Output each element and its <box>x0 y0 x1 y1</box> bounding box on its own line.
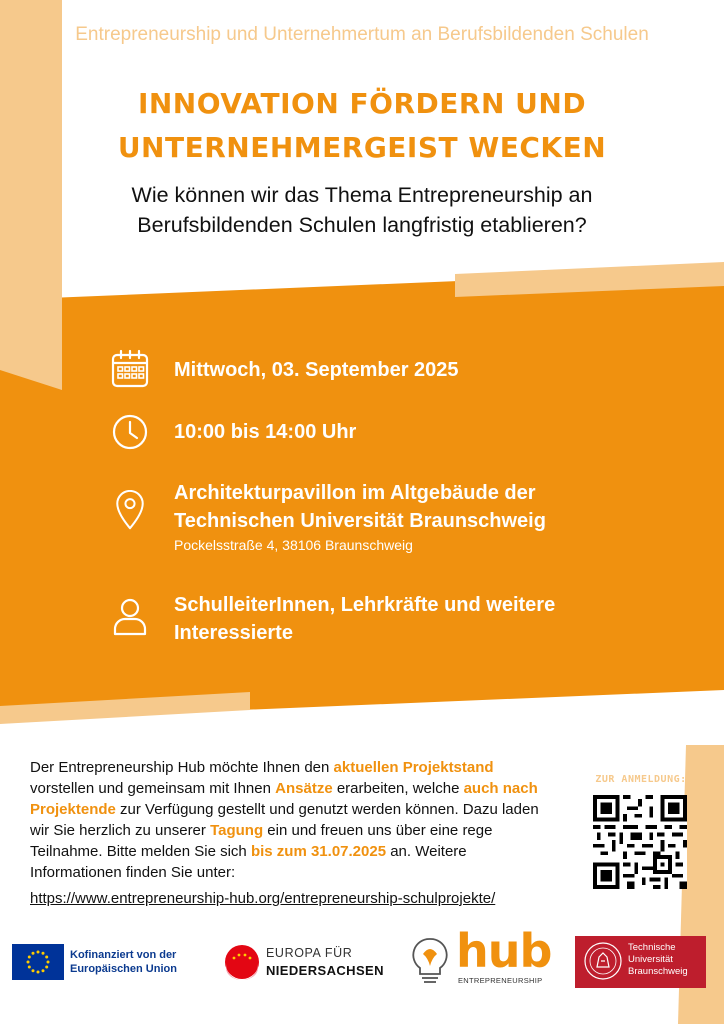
tu-text-line3: Braunschweig <box>628 966 688 977</box>
event-location <box>174 479 694 535</box>
hub-logo-word: hub <box>456 924 552 978</box>
event-location-line1: Architekturpavillon im Altgebäude der <box>174 482 536 504</box>
eu-flag-logo <box>12 944 64 980</box>
qr-code[interactable] <box>593 795 687 889</box>
event-audience-line1: SchulleiterInnen, Lehrkräfte und weitere <box>174 594 556 616</box>
event-address: Pockelsstraße 4, 38106 Braunschweig <box>174 537 413 553</box>
question-line1: Wie können wir das Thema Entrepreneurship an <box>131 183 593 207</box>
main-title-line2: UNTERNEHMERGEIST WECKEN <box>117 131 607 164</box>
description-paragraph <box>30 757 560 883</box>
eu-cofunding-text <box>70 948 177 976</box>
highlight-deadline: bis zum 31.07.2025 <box>250 843 387 860</box>
description-text: an. Weitere Informationen finden Sie unter: <box>30 843 467 881</box>
highlight-projektende: auch nach Projektende <box>30 780 538 818</box>
registration-label: ZUR ANMELDUNG: <box>595 774 687 785</box>
tu-name-text <box>628 942 688 978</box>
ndsn-text-line1: EUROPA FÜR <box>266 946 353 960</box>
highlight-tagung: Tagung <box>210 822 264 839</box>
event-audience <box>174 591 694 647</box>
eu-text-line1: Kofinanziert von der <box>70 949 177 961</box>
calendar-icon <box>110 349 150 389</box>
highlight-projektstand: aktuellen Projektstand <box>333 759 494 776</box>
description-text: Der Entrepreneurship Hub möchte Ihnen den <box>30 759 334 776</box>
description-text: zur Verfügung gestellt und genutzt werden können. Dazu laden wir Sie herzlich zu unserer <box>30 801 539 839</box>
europa-niedersachsen-logo <box>224 944 260 980</box>
location-pin-icon <box>110 490 150 530</box>
main-title <box>60 82 664 170</box>
description-text: ein und freuen uns über eine rege Teilnahme. Bitte melden Sie sich <box>30 822 493 860</box>
main-title-line1: INNOVATION FÖRDERN UND <box>137 87 587 120</box>
tu-seal-icon <box>583 941 623 981</box>
event-location-line2: Technischen Universität Braunschweig <box>174 510 546 532</box>
description-text: erarbeiten, welche <box>332 780 464 797</box>
info-link[interactable]: https://www.entrepreneurship-hub.org/entrepreneurship-schulprojekte/ <box>30 890 496 907</box>
lightbulb-icon <box>410 936 450 988</box>
tu-text-line2: Universität <box>628 954 673 965</box>
event-audience-line2: Interessierte <box>174 622 293 644</box>
header-subtitle: Entrepreneurship und Unternehmertum an Berufsbildenden Schulen <box>75 24 649 45</box>
description-text: vorstellen und gemeinsam mit Ihnen <box>30 780 276 797</box>
event-date: Mittwoch, 03. September 2025 <box>174 359 459 381</box>
question-text <box>50 180 674 240</box>
event-time: 10:00 bis 14:00 Uhr <box>174 421 357 443</box>
hub-logo-subtitle: ENTREPRENEURSHIP <box>458 976 543 985</box>
clock-icon <box>110 412 150 452</box>
ndsn-text-line2: NIEDERSACHSEN <box>266 963 384 978</box>
question-line2: Berufsbildenden Schulen langfristig etablieren? <box>137 213 587 237</box>
tu-text-line1: Technische <box>628 942 676 953</box>
highlight-ansaetze: Ansätze <box>275 780 333 797</box>
eu-text-line2: Europäischen Union <box>70 963 177 975</box>
person-icon <box>110 596 150 636</box>
